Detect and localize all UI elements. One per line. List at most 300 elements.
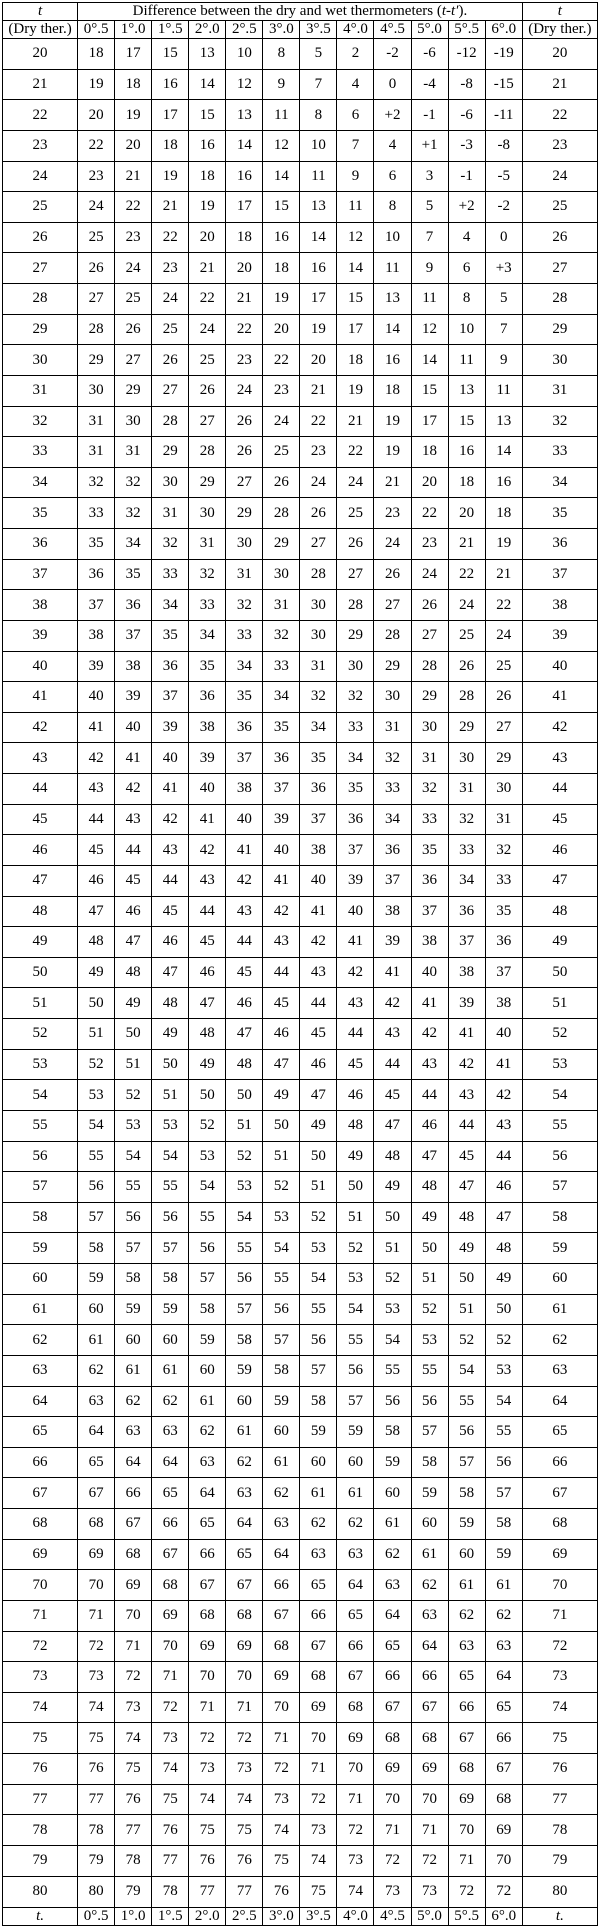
table-cell: 22 (189, 284, 226, 315)
table-cell: 18 (374, 375, 411, 406)
table-cell: 31 (374, 712, 411, 743)
table-cell: 24 (152, 284, 189, 315)
table-cell: 57 (263, 1325, 300, 1356)
table-cell: 72 (189, 1723, 226, 1754)
table-cell: 34 (152, 590, 189, 621)
row-temp-right: 39 (522, 620, 597, 651)
table-cell: 36 (485, 927, 522, 958)
table-cell: 52 (189, 1110, 226, 1141)
table-cell: 10 (226, 39, 263, 70)
row-temp-right: 40 (522, 651, 597, 682)
row-temp-left: 29 (3, 314, 78, 345)
table-cell: 31 (448, 774, 485, 805)
table-cell: -12 (448, 39, 485, 70)
table-cell: 73 (78, 1662, 115, 1693)
table-cell: 64 (263, 1539, 300, 1570)
table-cell: 53 (189, 1141, 226, 1172)
table-cell: 62 (448, 1600, 485, 1631)
table-cell: 39 (189, 743, 226, 774)
table-cell: 58 (263, 1355, 300, 1386)
table-cell: 51 (152, 1080, 189, 1111)
table-cell: 38 (115, 651, 152, 682)
row-temp-left: 35 (3, 498, 78, 529)
row-temp-left: 34 (3, 467, 78, 498)
table-row (3, 865, 598, 896)
table-cell: 72 (448, 1876, 485, 1908)
table-cell: 52 (485, 1325, 522, 1356)
table-cell: 35 (115, 559, 152, 590)
table-cell: 14 (300, 222, 337, 253)
table-cell: 60 (189, 1355, 226, 1386)
table-row (3, 161, 598, 192)
table-cell: 55 (448, 1386, 485, 1417)
row-temp-right: 42 (522, 712, 597, 743)
table-cell: 32 (152, 529, 189, 560)
row-temp-right: 71 (522, 1600, 597, 1631)
table-cell: 67 (411, 1692, 448, 1723)
row-temp-left: 79 (3, 1845, 78, 1876)
table-cell: -1 (411, 100, 448, 131)
table-cell: 0 (485, 222, 522, 253)
row-temp-left: 39 (3, 620, 78, 651)
table-row (3, 100, 598, 131)
table-cell: -5 (485, 161, 522, 192)
row-temp-right: 48 (522, 896, 597, 927)
table-cell: 54 (226, 1202, 263, 1233)
table-cell: 55 (300, 1294, 337, 1325)
row-temp-left: 48 (3, 896, 78, 927)
table-cell: 44 (337, 1019, 374, 1050)
table-cell: 22 (411, 498, 448, 529)
table-cell: 30 (115, 406, 152, 437)
title-prefix: Difference between the dry and wet thermometers ( (132, 3, 442, 19)
row-temp-right: 73 (522, 1662, 597, 1693)
table-cell: 33 (226, 620, 263, 651)
table-row (3, 774, 598, 805)
table-row (3, 1845, 598, 1876)
table-cell: 76 (152, 1815, 189, 1846)
row-temp-right: 75 (522, 1723, 597, 1754)
footer-column-0: 0°.5 (78, 1908, 115, 1926)
table-cell: 49 (115, 988, 152, 1019)
row-temp-left: 36 (3, 529, 78, 560)
table-cell: 67 (300, 1631, 337, 1662)
table-row (3, 682, 598, 713)
table-cell: 4 (337, 69, 374, 100)
table-cell: 63 (115, 1417, 152, 1448)
footer-column-3: 2°.0 (189, 1908, 226, 1926)
psychrometric-table (2, 2, 598, 1926)
table-cell: 75 (300, 1876, 337, 1908)
table-cell: 75 (78, 1723, 115, 1754)
table-cell: 59 (485, 1539, 522, 1570)
table-cell: 51 (300, 1172, 337, 1203)
table-cell: 75 (152, 1784, 189, 1815)
table-cell: 17 (411, 406, 448, 437)
table-cell: 48 (115, 957, 152, 988)
header-t-left: t (3, 3, 78, 21)
table-cell: 74 (115, 1723, 152, 1754)
row-temp-right: 57 (522, 1172, 597, 1203)
table-cell: 42 (337, 957, 374, 988)
table-cell: 28 (78, 314, 115, 345)
table-cell: 72 (115, 1662, 152, 1693)
header-dry-left: (Dry ther.) (3, 21, 78, 39)
table-cell: 40 (263, 835, 300, 866)
table-cell: 70 (152, 1631, 189, 1662)
table-cell: 32 (337, 682, 374, 713)
table-row (3, 1784, 598, 1815)
table-cell: 43 (115, 804, 152, 835)
column-header-5: 3°.0 (263, 21, 300, 39)
table-cell: 30 (485, 774, 522, 805)
table-cell: 73 (337, 1845, 374, 1876)
table-cell: 28 (411, 651, 448, 682)
table-cell: 50 (411, 1233, 448, 1264)
table-cell: 48 (78, 927, 115, 958)
table-cell: 42 (300, 927, 337, 958)
table-cell: 41 (300, 896, 337, 927)
table-cell: 62 (152, 1386, 189, 1417)
table-cell: 43 (263, 927, 300, 958)
table-cell: 63 (485, 1631, 522, 1662)
table-cell: 27 (411, 620, 448, 651)
row-temp-right: 69 (522, 1539, 597, 1570)
table-cell: 39 (374, 927, 411, 958)
table-cell: 39 (78, 651, 115, 682)
row-temp-right: 53 (522, 1049, 597, 1080)
table-header (3, 3, 598, 39)
table-cell: 51 (263, 1141, 300, 1172)
table-cell: 61 (263, 1447, 300, 1478)
table-row (3, 406, 598, 437)
table-cell: 64 (337, 1570, 374, 1601)
table-cell: 74 (152, 1754, 189, 1785)
table-cell: 56 (337, 1355, 374, 1386)
table-cell: 67 (78, 1478, 115, 1509)
table-cell: 59 (411, 1478, 448, 1509)
table-cell: 29 (115, 375, 152, 406)
table-cell: 42 (263, 896, 300, 927)
table-cell: 5 (300, 39, 337, 70)
table-cell: 52 (263, 1172, 300, 1203)
table-cell: 55 (374, 1355, 411, 1386)
table-cell: 24 (189, 314, 226, 345)
table-cell: 69 (374, 1754, 411, 1785)
table-cell: 26 (411, 590, 448, 621)
table-cell: 53 (226, 1172, 263, 1203)
row-temp-left: 22 (3, 100, 78, 131)
table-cell: 27 (152, 375, 189, 406)
table-cell: 39 (263, 804, 300, 835)
table-cell: 70 (411, 1784, 448, 1815)
row-temp-right: 58 (522, 1202, 597, 1233)
table-cell: 53 (78, 1080, 115, 1111)
table-cell: 54 (337, 1294, 374, 1325)
table-cell: 11 (374, 253, 411, 284)
table-cell: 24 (78, 192, 115, 223)
table-cell: 10 (374, 222, 411, 253)
row-temp-left: 77 (3, 1784, 78, 1815)
table-cell: 60 (448, 1539, 485, 1570)
row-temp-left: 23 (3, 130, 78, 161)
table-cell: 28 (337, 590, 374, 621)
table-cell: 34 (374, 804, 411, 835)
row-temp-left: 47 (3, 865, 78, 896)
header-row-title (3, 3, 598, 21)
table-cell: 53 (152, 1110, 189, 1141)
table-cell: 8 (374, 192, 411, 223)
row-temp-right: 29 (522, 314, 597, 345)
table-cell: 60 (263, 1417, 300, 1448)
table-cell: 15 (411, 375, 448, 406)
table-cell: 71 (78, 1600, 115, 1631)
table-cell: 69 (337, 1723, 374, 1754)
table-cell: 76 (78, 1754, 115, 1785)
table-row (3, 927, 598, 958)
table-cell: 64 (374, 1600, 411, 1631)
table-cell: 5 (485, 284, 522, 315)
row-temp-left: 28 (3, 284, 78, 315)
table-cell: 55 (337, 1325, 374, 1356)
table-cell: 55 (263, 1264, 300, 1295)
row-temp-right: 43 (522, 743, 597, 774)
table-footer (3, 1908, 598, 1926)
table-cell: 33 (78, 498, 115, 529)
table-cell: 35 (485, 896, 522, 927)
table-cell: 58 (226, 1325, 263, 1356)
row-temp-right: 65 (522, 1417, 597, 1448)
table-cell: 68 (448, 1754, 485, 1785)
table-cell: 20 (78, 100, 115, 131)
table-cell: 50 (78, 988, 115, 1019)
row-temp-right: 23 (522, 130, 597, 161)
table-cell: 19 (374, 437, 411, 468)
table-cell: 19 (152, 161, 189, 192)
table-cell: 47 (411, 1141, 448, 1172)
row-temp-right: 59 (522, 1233, 597, 1264)
table-cell: 59 (152, 1294, 189, 1325)
table-cell: 24 (337, 467, 374, 498)
table-cell: 44 (152, 865, 189, 896)
table-cell: 44 (115, 835, 152, 866)
table-cell: 71 (263, 1723, 300, 1754)
footer-column-6: 3°.5 (300, 1908, 337, 1926)
table-cell: 54 (78, 1110, 115, 1141)
table-row (3, 1570, 598, 1601)
table-cell: 49 (189, 1049, 226, 1080)
table-cell: 33 (374, 774, 411, 805)
table-cell: 66 (115, 1478, 152, 1509)
table-cell: 14 (226, 130, 263, 161)
table-cell: 38 (189, 712, 226, 743)
row-temp-left: 72 (3, 1631, 78, 1662)
table-cell: 61 (300, 1478, 337, 1509)
table-cell: 76 (263, 1876, 300, 1908)
table-cell: 18 (448, 467, 485, 498)
row-temp-left: 53 (3, 1049, 78, 1080)
table-cell: -1 (448, 161, 485, 192)
table-cell: 47 (152, 957, 189, 988)
table-cell: 29 (485, 743, 522, 774)
table-cell: 37 (374, 865, 411, 896)
table-cell: 18 (152, 130, 189, 161)
table-cell: 26 (115, 314, 152, 345)
table-cell: 12 (263, 130, 300, 161)
table-cell: 19 (78, 69, 115, 100)
table-row (3, 559, 598, 590)
column-header-6: 3°.5 (300, 21, 337, 39)
row-temp-right: 25 (522, 192, 597, 223)
table-cell: 56 (78, 1172, 115, 1203)
table-cell: 66 (337, 1631, 374, 1662)
table-cell: 60 (226, 1386, 263, 1417)
row-temp-right: 45 (522, 804, 597, 835)
table-cell: 37 (337, 835, 374, 866)
table-cell: 62 (226, 1447, 263, 1478)
table-cell: 26 (226, 437, 263, 468)
table-cell: 21 (115, 161, 152, 192)
table-cell: 58 (485, 1509, 522, 1540)
table-cell: 45 (78, 835, 115, 866)
table-cell: 73 (411, 1876, 448, 1908)
row-temp-left: 78 (3, 1815, 78, 1846)
table-cell: 65 (448, 1662, 485, 1693)
table-row (3, 712, 598, 743)
table-cell: 21 (189, 253, 226, 284)
table-cell: 28 (152, 406, 189, 437)
table-cell: 44 (263, 957, 300, 988)
table-cell: -4 (411, 69, 448, 100)
table-cell: 73 (374, 1876, 411, 1908)
table-cell: 33 (337, 712, 374, 743)
table-cell: 44 (226, 927, 263, 958)
table-row (3, 1539, 598, 1570)
table-cell: 56 (189, 1233, 226, 1264)
table-cell: 7 (337, 130, 374, 161)
table-cell: 48 (189, 1019, 226, 1050)
table-cell: 14 (263, 161, 300, 192)
table-row (3, 1355, 598, 1386)
row-temp-left: 73 (3, 1662, 78, 1693)
table-cell: 62 (485, 1600, 522, 1631)
row-temp-right: 79 (522, 1845, 597, 1876)
table-cell: 44 (300, 988, 337, 1019)
table-cell: 47 (115, 927, 152, 958)
table-cell: 43 (485, 1110, 522, 1141)
table-cell: 66 (448, 1692, 485, 1723)
table-cell: 70 (300, 1723, 337, 1754)
table-cell: 18 (411, 437, 448, 468)
table-cell: 29 (189, 467, 226, 498)
table-cell: 23 (115, 222, 152, 253)
table-cell: 16 (448, 437, 485, 468)
table-cell: 46 (152, 927, 189, 958)
table-cell: 31 (152, 498, 189, 529)
table-cell: 74 (226, 1784, 263, 1815)
table-cell: 54 (448, 1355, 485, 1386)
table-row (3, 1172, 598, 1203)
table-cell: 49 (485, 1264, 522, 1295)
table-cell: 55 (485, 1417, 522, 1448)
table-row (3, 39, 598, 70)
table-cell: 42 (78, 743, 115, 774)
row-temp-left: 64 (3, 1386, 78, 1417)
table-cell: 21 (374, 467, 411, 498)
table-cell: 41 (226, 835, 263, 866)
row-temp-right: 38 (522, 590, 597, 621)
table-cell: 63 (374, 1570, 411, 1601)
table-cell: 61 (411, 1539, 448, 1570)
table-row (3, 1509, 598, 1540)
table-cell: 43 (411, 1049, 448, 1080)
row-temp-right: 35 (522, 498, 597, 529)
table-cell: 44 (78, 804, 115, 835)
table-cell: 30 (300, 620, 337, 651)
table-cell: 58 (78, 1233, 115, 1264)
table-cell: 19 (263, 284, 300, 315)
table-cell: 24 (300, 467, 337, 498)
table-cell: 64 (226, 1509, 263, 1540)
table-cell: 18 (189, 161, 226, 192)
table-cell: 67 (448, 1723, 485, 1754)
table-row (3, 1233, 598, 1264)
row-temp-left: 55 (3, 1110, 78, 1141)
row-temp-right: 33 (522, 437, 597, 468)
table-cell: 68 (115, 1539, 152, 1570)
table-cell: 25 (152, 314, 189, 345)
table-cell: 56 (115, 1202, 152, 1233)
table-cell: 18 (485, 498, 522, 529)
footer-t-right: t. (522, 1908, 597, 1926)
table-cell: 75 (115, 1754, 152, 1785)
table-cell: 27 (189, 406, 226, 437)
table-cell: 59 (115, 1294, 152, 1325)
table-row (3, 222, 598, 253)
table-cell: -2 (374, 39, 411, 70)
table-cell: 72 (485, 1876, 522, 1908)
table-cell: 57 (300, 1355, 337, 1386)
table-cell: 68 (485, 1784, 522, 1815)
table-cell: 48 (152, 988, 189, 1019)
table-cell: 38 (300, 835, 337, 866)
table-row (3, 1141, 598, 1172)
row-temp-right: 36 (522, 529, 597, 560)
table-cell: 50 (448, 1264, 485, 1295)
table-cell: 55 (152, 1172, 189, 1203)
table-row (3, 130, 598, 161)
row-temp-right: 60 (522, 1264, 597, 1295)
table-cell: 61 (115, 1355, 152, 1386)
table-cell: 35 (78, 529, 115, 560)
table-row (3, 651, 598, 682)
table-cell: 26 (337, 529, 374, 560)
table-cell: 57 (448, 1447, 485, 1478)
table-cell: 34 (263, 682, 300, 713)
table-cell: 62 (337, 1509, 374, 1540)
table-cell: 27 (374, 590, 411, 621)
table-cell: 49 (78, 957, 115, 988)
table-cell: 56 (448, 1417, 485, 1448)
table-cell: 73 (115, 1692, 152, 1723)
table-cell: 29 (78, 345, 115, 376)
table-cell: 44 (411, 1080, 448, 1111)
table-cell: 20 (300, 345, 337, 376)
table-cell: 73 (189, 1754, 226, 1785)
table-cell: 40 (189, 774, 226, 805)
table-cell: 22 (337, 437, 374, 468)
table-cell: 62 (411, 1570, 448, 1601)
